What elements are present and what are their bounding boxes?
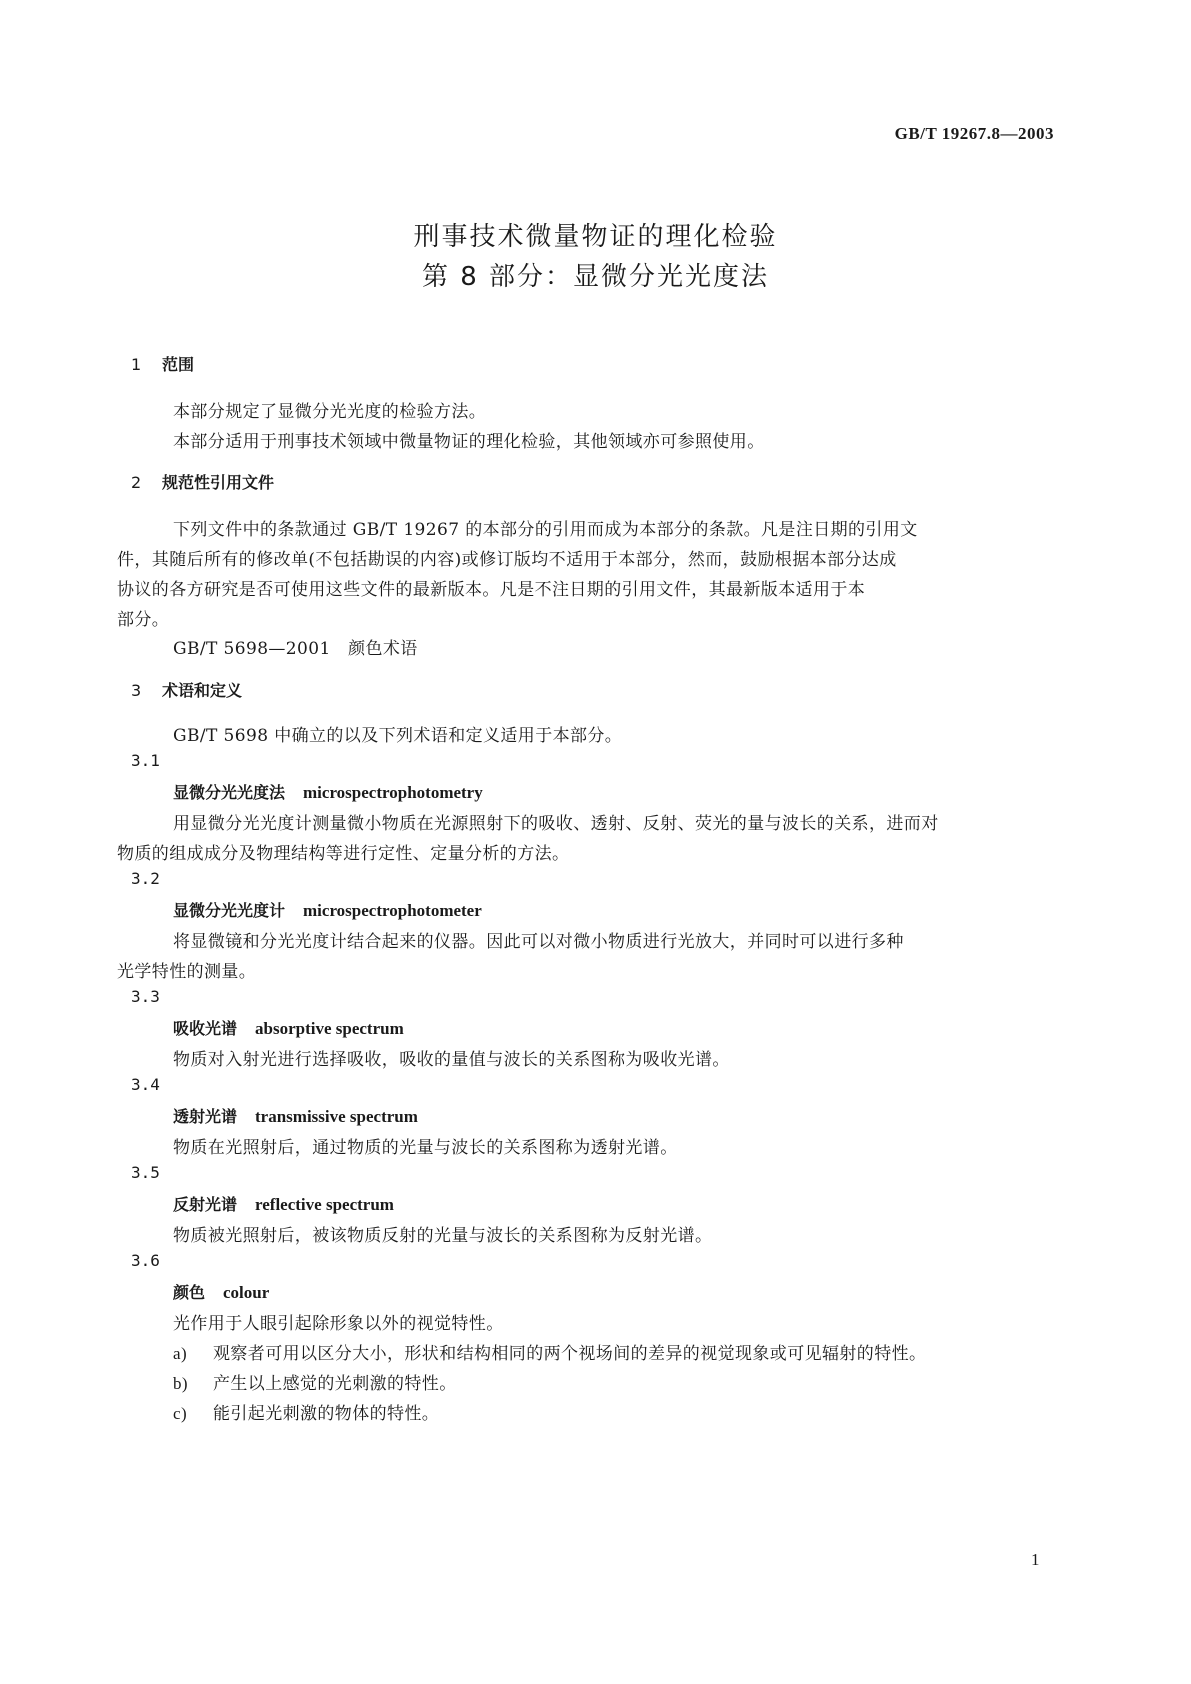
list-text: 产生以上感觉的光刺激的特性。 (213, 1374, 457, 1394)
paragraph-line: 下列文件中的条款通过 GB/T 19267 的本部分的引用而成为本部分的条款。凡是注日期的引用文 (173, 520, 918, 540)
term-number: 3.1 (131, 751, 160, 770)
paragraph-line: 件，其随后所有的修改单(不包括勘误的内容)或修订版均不适用于本部分，然而，鼓励根据本部分达成 (117, 550, 897, 570)
list-label: c) (173, 1404, 188, 1423)
list-label: a) (173, 1344, 188, 1363)
paragraph: GB/T 5698 中确立的以及下列术语和定义适用于本部分。 (173, 726, 623, 746)
term-number: 3.6 (131, 1251, 160, 1270)
section-title: 规范性引用文件 (162, 473, 275, 492)
list-text: 观察者可用以区分大小，形状和结构相同的两个视场间的差异的视觉现象或可见辐射的特性。 (213, 1344, 927, 1364)
list-text: 能引起光刺激的物体的特性。 (213, 1404, 440, 1424)
term-zh: 透射光谱 (173, 1107, 238, 1126)
term-definition: 将显微镜和分光光度计结合起来的仪器。因此可以对微小物质进行光放大，并同时可以进行多种 (173, 932, 904, 952)
normative-reference: GB/T 5698—2001 颜色术语 (173, 639, 418, 659)
paragraph: 本部分适用于刑事技术领域中微量物证的理化检验，其他领域亦可参照使用。 (173, 432, 765, 452)
term-heading (173, 898, 482, 921)
term-zh: 显微分光光度法 (173, 783, 286, 802)
section-heading-1 (131, 352, 194, 375)
term-zh: 颜色 (173, 1283, 206, 1302)
section-title: 术语和定义 (162, 681, 243, 700)
term-heading (173, 1280, 269, 1303)
term-heading (173, 1192, 394, 1215)
term-heading (173, 780, 483, 803)
term-number: 3.4 (131, 1075, 160, 1094)
term-en: microspectrophotometry (303, 783, 483, 802)
list-item (173, 1369, 457, 1394)
term-number: 3.3 (131, 987, 160, 1006)
term-en: absorptive spectrum (255, 1019, 404, 1038)
paragraph-line: 协议的各方研究是否可使用这些文件的最新版本。凡是不注日期的引用文件，其最新版本适用于本 (117, 580, 866, 600)
term-zh: 显微分光光度计 (173, 901, 286, 920)
term-en: transmissive spectrum (255, 1107, 418, 1126)
list-item (173, 1399, 439, 1424)
term-definition: 物质被光照射后，被该物质反射的光量与波长的关系图称为反射光谱。 (173, 1226, 713, 1246)
term-zh: 吸收光谱 (173, 1019, 238, 1038)
section-title: 范围 (162, 355, 195, 374)
term-definition: 光学特性的测量。 (117, 962, 257, 982)
term-heading (173, 1016, 404, 1039)
term-number: 3.5 (131, 1163, 160, 1182)
term-zh: 反射光谱 (173, 1195, 238, 1214)
standard-number: GB/T 19267.8—2003 (894, 124, 1054, 143)
document-title: 刑事技术微量物证的理化检验 (413, 222, 778, 252)
list-item (173, 1339, 926, 1364)
paragraph-line: 部分。 (117, 610, 170, 630)
list-label: b) (173, 1374, 188, 1393)
paragraph: 本部分规定了显微分光光度的检验方法。 (173, 402, 487, 422)
page-number: 1 (1031, 1550, 1040, 1569)
term-heading (173, 1104, 418, 1127)
term-en: microspectrophotometer (303, 901, 482, 920)
term-number: 3.2 (131, 869, 160, 888)
term-definition: 物质对入射光进行选择吸收，吸收的量值与波长的关系图称为吸收光谱。 (173, 1050, 730, 1070)
term-definition: 物质的组成成分及物理结构等进行定性、定量分析的方法。 (117, 844, 570, 864)
term-en: colour (223, 1283, 270, 1302)
section-number: 2 (131, 473, 142, 492)
term-definition: 光作用于人眼引起除形象以外的视觉特性。 (173, 1314, 504, 1334)
section-heading-3 (131, 678, 242, 701)
term-definition: 用显微分光光度计测量微小物质在光源照射下的吸收、透射、反射、荧光的量与波长的关系，进而对 (173, 814, 939, 834)
section-number: 3 (131, 681, 142, 700)
section-number: 1 (131, 355, 142, 374)
section-heading-2 (131, 470, 274, 493)
document-subtitle: 第 8 部分：显微分光光度法 (421, 262, 770, 292)
term-definition: 物质在光照射后，通过物质的光量与波长的关系图称为透射光谱。 (173, 1138, 678, 1158)
term-en: reflective spectrum (255, 1195, 394, 1214)
